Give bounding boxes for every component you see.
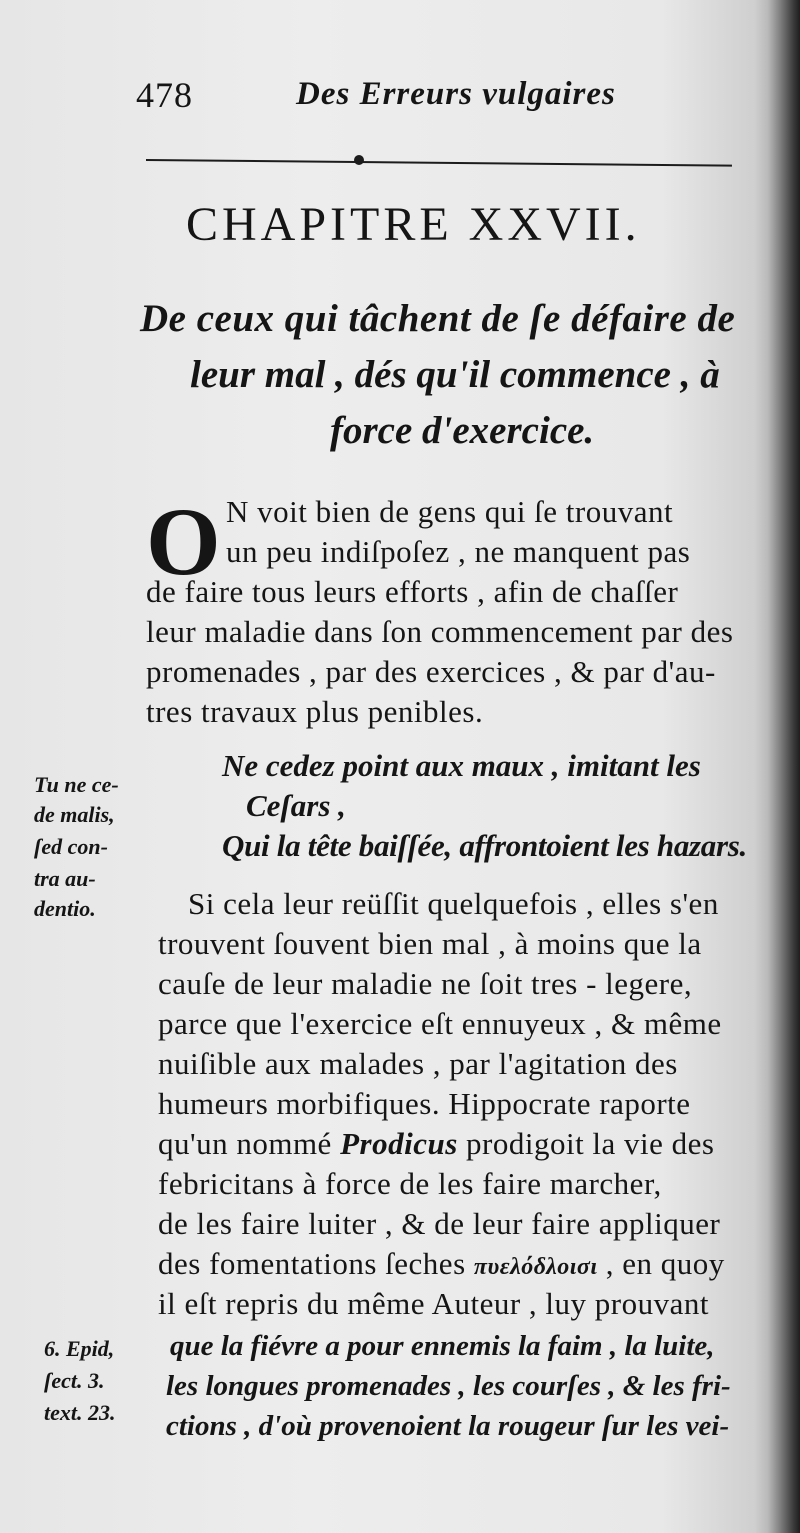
margin-note-line: ſect. 3. — [44, 1368, 105, 1393]
margin-note-line: 6. Epid, — [44, 1336, 115, 1361]
body-line: trouvent ſouvent bien mal , à moins que la — [158, 926, 702, 961]
margin-note-line: text. 23. — [44, 1400, 116, 1425]
body-line: promenades , par des exercices , & par d'au- — [146, 654, 716, 689]
chapter-subtitle-line: De ceux qui tâchent de ſe défaire de — [140, 297, 736, 340]
body-line: de faire tous leurs efforts , afin de chaſſer — [146, 574, 679, 609]
body-line: il eſt repris du même Auteur , luy prouvant — [158, 1286, 709, 1321]
body-text: , en quoy — [605, 1246, 725, 1281]
header-rule — [146, 159, 732, 167]
body-line: parce que l'exercice eſt ennuyeux , & même — [158, 1006, 722, 1041]
drop-cap: O — [146, 488, 221, 595]
chapter-subtitle-line: leur mal , dés qu'il commence , à — [190, 353, 720, 396]
body-line: N voit bien de gens qui ſe trouvant — [226, 494, 674, 529]
body-line: Si cela leur reüſſit quelquefois , elles s'en — [188, 886, 719, 921]
verse-line: Qui la tête baiſſée, affrontoient les hazars. — [222, 828, 747, 863]
body-text: prodigoit la vie des — [466, 1126, 715, 1161]
margin-note-line: Tu ne ce- — [34, 772, 119, 797]
body-line: cauſe de leur maladie ne ſoit tres - legere, — [158, 966, 693, 1001]
body-line: de les faire luiter , & de leur faire appliquer — [158, 1206, 721, 1241]
body-text: qu'un nommé — [158, 1126, 341, 1161]
body-line: tres travaux plus penibles. — [146, 694, 484, 729]
margin-note-line: ſed con- — [34, 834, 108, 859]
chapter-subtitle-line: force d'exercice. — [330, 409, 595, 452]
body-line: nuiſible aux malades , par l'agitation des — [158, 1046, 678, 1081]
italic-line: les longues promenades , les courſes , & les fri- — [166, 1370, 731, 1402]
italic-line: ctions , d'où provenoient la rougeur ſur les vei- — [166, 1410, 730, 1442]
page-fore-edge — [768, 0, 800, 1533]
margin-note-line: dentio. — [34, 896, 96, 921]
body-text: des fomentations ſeches — [158, 1246, 474, 1281]
italic-line: que la fiévre a pour ennemis la faim , la luite, — [170, 1330, 715, 1362]
running-head — [0, 70, 778, 120]
greek-word: πυελόδλοισι — [473, 1254, 598, 1280]
page-number: 478 — [136, 75, 193, 115]
chapter-title: CHAPITRE XXVII. — [186, 198, 641, 251]
body-line: leur maladie dans ſon commencement par des — [146, 614, 734, 649]
body-line — [158, 1246, 725, 1282]
margin-note-line: tra au- — [34, 866, 96, 891]
person-name: Prodicus — [340, 1126, 458, 1161]
body-line: humeurs morbifiques. Hippocrate raporte — [158, 1086, 691, 1121]
body-line: febricitans à force de les faire marcher, — [158, 1166, 662, 1201]
running-title: Des Erreurs vulgaires — [296, 76, 616, 112]
margin-note-line: de malis, — [34, 802, 115, 827]
header-rule-ornament — [354, 155, 364, 165]
verse-line: Ne cedez point aux maux , imitant les — [222, 748, 701, 783]
body-line — [158, 1126, 715, 1162]
verse-line: Ceſars , — [246, 788, 346, 823]
body-line: un peu indiſpoſez , ne manquent pas — [226, 534, 691, 569]
